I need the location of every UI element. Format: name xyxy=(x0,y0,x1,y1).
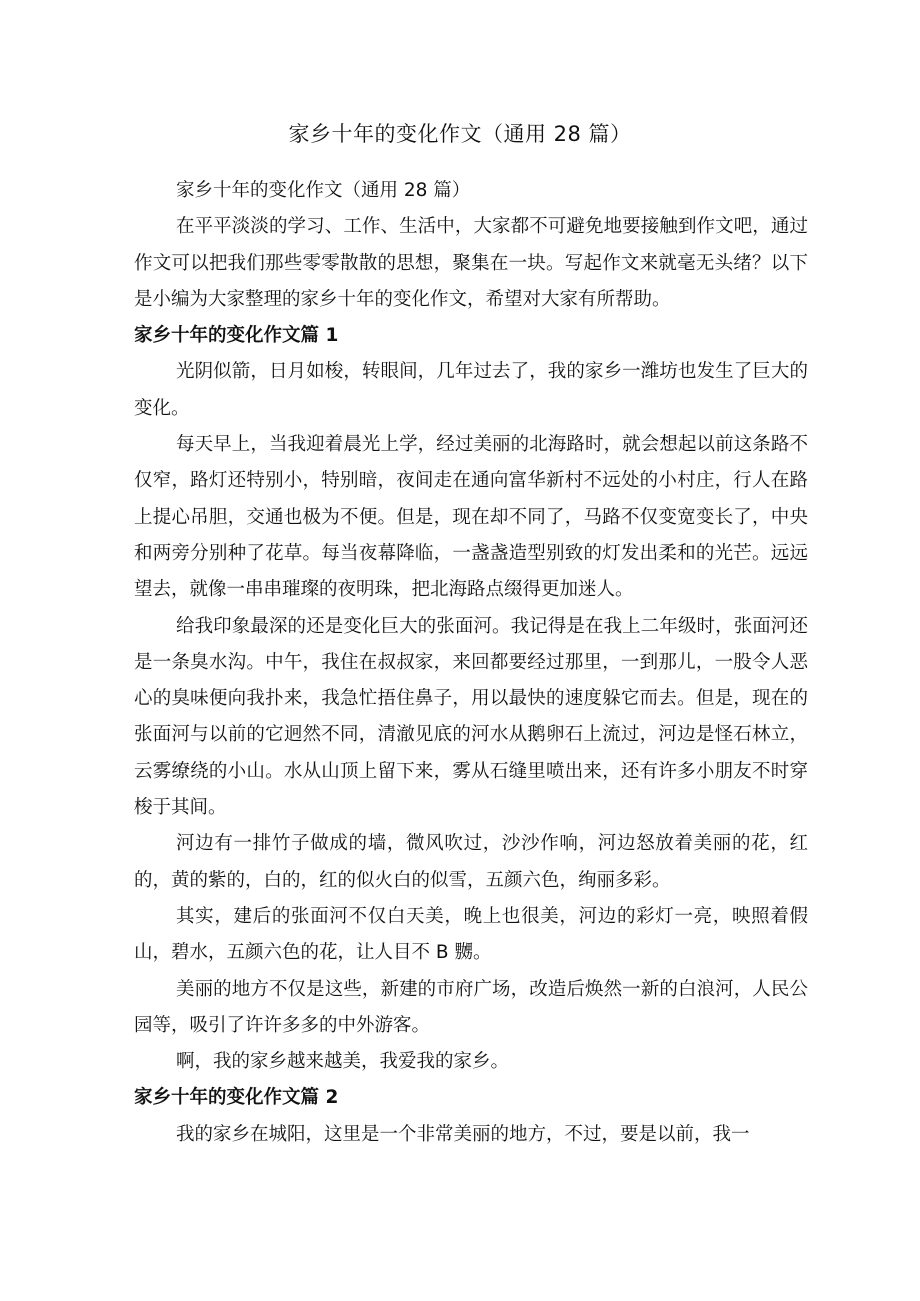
section-1-paragraph-1: 光阴似箭，日月如梭，转眼间，几年过去了，我的家乡一潍坊也发生了巨大的变化。 xyxy=(134,361,808,419)
section-2-paragraph-1: 我的家乡在城阳，这里是一个非常美丽的地方，不过，要是以前，我一 xyxy=(176,1123,750,1145)
section-1-paragraph-7: 啊，我的家乡越来越美，我爱我的家乡。 xyxy=(176,1051,510,1073)
document-title: 家乡十年的变化作文（通用 28 篇） xyxy=(288,122,632,146)
subtitle-paragraph: 家乡十年的变化作文（通用 28 篇） xyxy=(176,180,471,201)
section-1-heading: 家乡十年的变化作文篇 1 xyxy=(134,325,339,347)
section-1-paragraph-4: 河边有一排竹子做成的墙，微风吹过，沙沙作响，河边怒放着美丽的花，红的，黄的紫的，白的，红的似火白的似雪，五颜六色，绚丽多彩。 xyxy=(134,833,808,891)
section-2-heading: 家乡十年的变化作文篇 2 xyxy=(134,1087,339,1109)
section-1-paragraph-3: 给我印象最深的还是变化巨大的张面河。我记得是在我上二年级时，张面河还是一条臭水沟。中午，我住在叔叔家，来回都要经过那里，一到那儿，一股令人恶心的臭味便向我扑来，我急忙捂住鼻子，用以最快的速度躲它而去。但是，现在的张面河与以前的它迥然不同，清澈见底的河水从鹅卵石上流过，河边是怪石林立，云雾缭绕的小山。水从山顶上留下来，雾从石缝里喷出来，还有许多小朋友不时穿梭于其间。 xyxy=(134,615,808,819)
section-1-paragraph-6: 美丽的地方不仅是这些，新建的市府广场，改造后焕然一新的白浪河，人民公园等，吸引了许许多多的中外游客。 xyxy=(134,978,808,1036)
document-body xyxy=(134,173,808,1153)
section-1-paragraph-5: 其实，建后的张面河不仅白天美，晚上也很美，河边的彩灯一亮，映照着假山，碧水，五颜六色的花，让人目不 B 嬲。 xyxy=(134,905,808,964)
intro-paragraph: 在平平淡淡的学习、工作、生活中，大家都不可避免地要接触到作文吧，通过作文可以把我们那些零零散散的思想，聚集在一块。写起作文来就毫无头绪？以下是小编为大家整理的家乡十年的变化作文，希望对大家有所帮助。 xyxy=(134,216,808,310)
section-1-paragraph-2: 每天早上，当我迎着晨光上学，经过美丽的北海路时，就会想起以前这条路不仅窄，路灯还特别小，特别暗，夜间走在通向富华新村不远处的小村庄，行人在路上提心吊胆，交通也极为不便。但是，现在却不同了，马路不仅变宽变长了，中央和两旁分别种了花草。每当夜幕降临，一盏盏造型别致的灯发出柔和的光芒。远远望去，就像一串串璀璨的夜明珠，把北海路点缀得更加迷人。 xyxy=(134,434,808,601)
